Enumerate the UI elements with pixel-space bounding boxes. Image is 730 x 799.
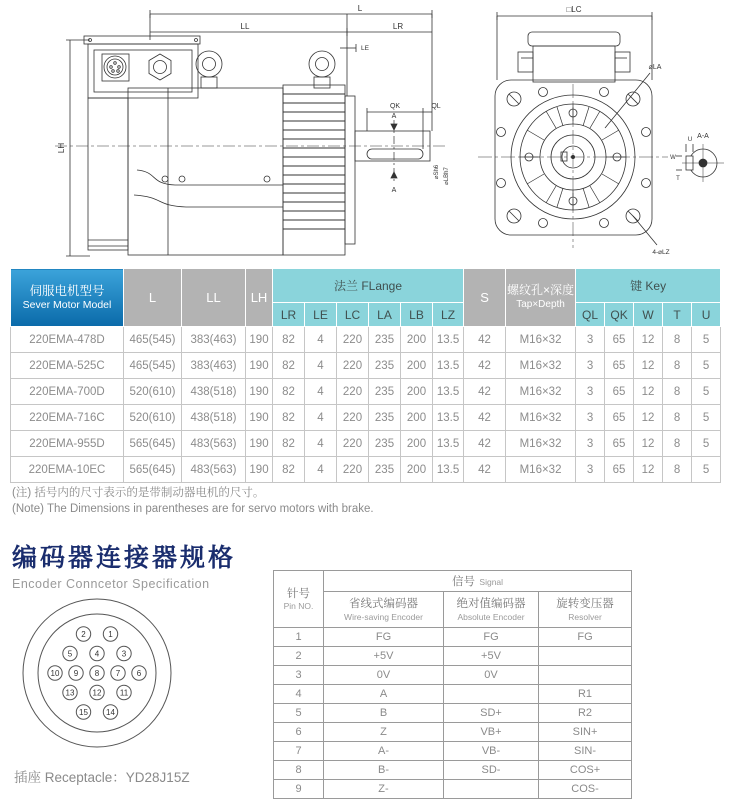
- header-t: T: [663, 303, 692, 327]
- section-arrow-label-bottom: A: [391, 187, 397, 194]
- spec-value-cell: 12: [634, 405, 663, 431]
- pin-signal-cell: [444, 685, 539, 704]
- dim-label-lc: □LC: [566, 5, 582, 14]
- spec-value-cell: 200: [401, 405, 433, 431]
- connector-pins: [48, 627, 146, 719]
- header-lc: LC: [337, 303, 369, 327]
- pin-row: [274, 685, 632, 704]
- spec-value-cell: 42: [464, 327, 506, 353]
- connector-pin-number: 14: [106, 707, 115, 717]
- spec-value-cell: 42: [464, 379, 506, 405]
- pin-signal-cell: 0V: [324, 666, 444, 685]
- header-motor-model-en: Sever Motor Model: [22, 299, 112, 312]
- spec-value-cell: 42: [464, 457, 506, 483]
- spec-value-cell: 383(463): [182, 327, 246, 353]
- header-flange-group: 法兰 FLange: [273, 269, 464, 303]
- pin-row: [274, 723, 632, 742]
- header-key-group: 键 Key: [576, 269, 721, 303]
- motor-model-cell: 220EMA-716C: [11, 405, 124, 431]
- pin-row: [274, 704, 632, 723]
- dim-label-le: LE: [361, 45, 369, 52]
- pin-signal-cell: SIN+: [539, 723, 632, 742]
- pin-signal-cell: R1: [539, 685, 632, 704]
- pin-signal-cell: SD+: [444, 704, 539, 723]
- spec-value-cell: 465(545): [124, 353, 182, 379]
- connector-pin-number: 3: [121, 649, 127, 659]
- spec-value-cell: 220: [337, 405, 369, 431]
- connector-pin-number: 13: [65, 688, 75, 698]
- spec-row: [11, 405, 721, 431]
- header-signal-group: [324, 571, 632, 592]
- header-wire-saving-en: Wire-saving Encoder: [344, 611, 423, 622]
- spec-value-cell: 13.5: [433, 353, 464, 379]
- spec-value-cell: 82: [273, 457, 305, 483]
- connector-pin-number: 10: [50, 668, 60, 678]
- motor-model-cell: 220EMA-700D: [11, 379, 124, 405]
- header-u: U: [692, 303, 721, 327]
- spec-value-cell: 12: [634, 431, 663, 457]
- spec-value-cell: 8: [663, 431, 692, 457]
- pin-number-cell: 5: [274, 704, 324, 723]
- pin-table-body: [274, 628, 632, 799]
- spec-value-cell: 13.5: [433, 405, 464, 431]
- pin-number-cell: 7: [274, 742, 324, 761]
- header-lh: LH: [246, 269, 273, 327]
- header-resolver-en: Resolver: [568, 611, 602, 622]
- spec-row: [11, 353, 721, 379]
- spec-value-cell: 4: [305, 379, 337, 405]
- spec-value-cell: 465(545): [124, 327, 182, 353]
- spec-value-cell: 13.5: [433, 457, 464, 483]
- spec-row: [11, 431, 721, 457]
- servo-motor-spec-table: [10, 268, 721, 483]
- spec-value-cell: M16×32: [506, 405, 576, 431]
- pin-signal-cell: SD-: [444, 761, 539, 780]
- spec-value-cell: 8: [663, 327, 692, 353]
- spec-value-cell: 190: [246, 379, 273, 405]
- encoder-section-title: [12, 538, 236, 591]
- spec-value-cell: 4: [305, 457, 337, 483]
- pin-number-cell: 3: [274, 666, 324, 685]
- header-ll: LL: [182, 269, 246, 327]
- pin-number-cell: 4: [274, 685, 324, 704]
- pin-row: [274, 628, 632, 647]
- pin-signal-cell: [539, 666, 632, 685]
- spec-value-cell: 220: [337, 353, 369, 379]
- note-en: (Note) The Dimensions in parentheses are for servo motors with brake.: [12, 502, 374, 515]
- dim-label-qk: QK: [389, 103, 401, 110]
- header-pin-no-cn: 针号: [287, 587, 310, 600]
- spec-value-cell: 190: [246, 353, 273, 379]
- spec-value-cell: 5: [692, 353, 721, 379]
- header-l: L: [124, 269, 182, 327]
- connector-pin-number: 4: [94, 649, 100, 659]
- note-cn: (注) 括号内的尺寸表示的是带制动器电机的尺寸。: [12, 487, 265, 499]
- spec-value-cell: 190: [246, 405, 273, 431]
- pin-signal-cell: VB-: [444, 742, 539, 761]
- dim-label-shaft-dia: ⌀Sh6: [434, 164, 440, 180]
- connector-pin-number: 2: [81, 629, 86, 639]
- spec-value-cell: 235: [369, 327, 401, 353]
- motor-model-cell: 220EMA-478D: [11, 327, 124, 353]
- spec-value-cell: 565(645): [124, 431, 182, 457]
- connector-pin-number: 12: [92, 688, 102, 698]
- pin-signal-cell: A-: [324, 742, 444, 761]
- spec-value-cell: 42: [464, 431, 506, 457]
- spec-value-cell: 8: [663, 353, 692, 379]
- spec-table-body: [11, 327, 721, 483]
- spec-value-cell: 520(610): [124, 405, 182, 431]
- dim-label-w: W: [670, 155, 676, 161]
- pin-signal-cell: Z-: [324, 780, 444, 799]
- pin-number-cell: 2: [274, 647, 324, 666]
- dim-label-l: L: [357, 4, 363, 13]
- spec-value-cell: 200: [401, 457, 433, 483]
- connector-pin-number: 6: [136, 668, 142, 678]
- pin-signal-cell: [539, 647, 632, 666]
- spec-value-cell: 4: [305, 353, 337, 379]
- spec-value-cell: 42: [464, 405, 506, 431]
- pin-signal-cell: B-: [324, 761, 444, 780]
- spec-value-cell: 12: [634, 353, 663, 379]
- header-tap-depth: [506, 269, 576, 327]
- spec-value-cell: 82: [273, 405, 305, 431]
- pin-signal-cell: FG: [324, 628, 444, 647]
- section-arrow-label-top: A: [391, 113, 397, 120]
- header-s: S: [464, 269, 506, 327]
- connector-pinout-diagram: [15, 592, 185, 754]
- spec-value-cell: M16×32: [506, 353, 576, 379]
- spec-value-cell: 483(563): [182, 431, 246, 457]
- pin-number-cell: 8: [274, 761, 324, 780]
- header-la: LA: [369, 303, 401, 327]
- spec-value-cell: 3: [576, 353, 605, 379]
- front-view-labels: [566, 5, 709, 256]
- header-signal-cn: 信号: [451, 576, 475, 588]
- header-absolute-en: Absolute Encoder: [457, 611, 525, 622]
- spec-value-cell: 4: [305, 431, 337, 457]
- header-absolute-encoder: [444, 592, 539, 628]
- spec-value-cell: 383(463): [182, 353, 246, 379]
- pin-signal-cell: SIN-: [539, 742, 632, 761]
- section-detail-label: A-A: [697, 133, 709, 140]
- pin-number-cell: 9: [274, 780, 324, 799]
- pin-signal-cell: [444, 780, 539, 799]
- pin-number-cell: 6: [274, 723, 324, 742]
- front-view-drawing: [478, 12, 724, 248]
- dim-label-lr: LR: [392, 22, 404, 31]
- connector-pin-number: 1: [108, 629, 113, 639]
- pin-signal-cell: Z: [324, 723, 444, 742]
- spec-value-cell: 65: [605, 379, 634, 405]
- spec-value-cell: 220: [337, 431, 369, 457]
- pin-signal-cell: FG: [444, 628, 539, 647]
- header-tap-depth-en: Tap×Depth: [516, 299, 565, 311]
- spec-value-cell: 12: [634, 379, 663, 405]
- spec-value-cell: 13.5: [433, 327, 464, 353]
- dim-label-t: T: [676, 176, 680, 182]
- pin-signal-cell: A: [324, 685, 444, 704]
- spec-value-cell: 220: [337, 457, 369, 483]
- pin-signal-cell: COS-: [539, 780, 632, 799]
- header-lr: LR: [273, 303, 305, 327]
- spec-value-cell: M16×32: [506, 457, 576, 483]
- pin-row: [274, 780, 632, 799]
- dim-label-u: U: [687, 137, 693, 143]
- spec-row: [11, 457, 721, 483]
- encoder-title-cn: 编码器连接器规格: [12, 544, 237, 572]
- header-le: LE: [305, 303, 337, 327]
- spec-value-cell: 65: [605, 457, 634, 483]
- dim-label-ll: LL: [240, 22, 250, 31]
- spec-value-cell: 82: [273, 431, 305, 457]
- dim-label-lh: LH: [57, 142, 66, 154]
- spec-value-cell: 5: [692, 379, 721, 405]
- spec-value-cell: 3: [576, 457, 605, 483]
- header-ql: QL: [576, 303, 605, 327]
- spec-value-cell: 5: [692, 327, 721, 353]
- header-resolver: [539, 592, 632, 628]
- side-view-labels: [57, 4, 450, 194]
- connector-pin-number: 8: [94, 668, 100, 678]
- header-pin-no-en: Pin NO.: [283, 601, 314, 612]
- pin-row: [274, 742, 632, 761]
- pin-signal-cell: +5V: [324, 647, 444, 666]
- spec-value-cell: 82: [273, 353, 305, 379]
- spec-value-cell: 190: [246, 327, 273, 353]
- pin-signal-cell: R2: [539, 704, 632, 723]
- spec-value-cell: 200: [401, 327, 433, 353]
- spec-value-cell: 8: [663, 405, 692, 431]
- spec-value-cell: 4: [305, 327, 337, 353]
- pin-number-cell: 1: [274, 628, 324, 647]
- pin-signal-cell: VB+: [444, 723, 539, 742]
- spec-value-cell: 3: [576, 431, 605, 457]
- spec-value-cell: 200: [401, 379, 433, 405]
- spec-value-cell: 190: [246, 431, 273, 457]
- spec-row: [11, 379, 721, 405]
- connector-pin-number: 5: [67, 649, 73, 659]
- spec-value-cell: 235: [369, 379, 401, 405]
- header-pin-no: [274, 571, 324, 628]
- spec-value-cell: 5: [692, 405, 721, 431]
- spec-value-cell: 200: [401, 353, 433, 379]
- connector-pin-number: 15: [79, 707, 88, 717]
- header-w: W: [634, 303, 663, 327]
- header-absolute-cn: 绝对值编码器: [456, 598, 526, 611]
- spec-value-cell: 483(563): [182, 457, 246, 483]
- header-qk: QK: [605, 303, 634, 327]
- spec-value-cell: 13.5: [433, 379, 464, 405]
- header-wire-saving-encoder: [324, 592, 444, 628]
- spec-value-cell: M16×32: [506, 379, 576, 405]
- spec-value-cell: 12: [634, 327, 663, 353]
- dim-label-ql: QL: [431, 103, 441, 110]
- connector-pin-number: 7: [115, 668, 121, 678]
- spec-value-cell: 235: [369, 353, 401, 379]
- pin-signal-table: [273, 570, 632, 799]
- spec-value-cell: 190: [246, 457, 273, 483]
- pin-signal-cell: FG: [539, 628, 632, 647]
- spec-value-cell: 65: [605, 353, 634, 379]
- spec-value-cell: 235: [369, 457, 401, 483]
- pin-signal-cell: B: [324, 704, 444, 723]
- spec-value-cell: M16×32: [506, 431, 576, 457]
- spec-value-cell: 520(610): [124, 379, 182, 405]
- spec-row: [11, 327, 721, 353]
- header-wire-saving-cn: 省线式编码器: [349, 598, 418, 611]
- table-notes: [12, 486, 374, 517]
- motor-model-cell: 220EMA-955D: [11, 431, 124, 457]
- spec-value-cell: 5: [692, 431, 721, 457]
- dim-label-spigot-dia: ⌀LBh7: [444, 167, 450, 185]
- header-motor-model-cn: 伺服电机型号: [29, 283, 105, 298]
- connector-pin-number: 11: [119, 688, 129, 698]
- spec-value-cell: 12: [634, 457, 663, 483]
- encoder-title-en: Encoder Conncetor Specification: [12, 577, 210, 591]
- pin-row: [274, 647, 632, 666]
- pin-row: [274, 761, 632, 780]
- pin-signal-cell: COS+: [539, 761, 632, 780]
- spec-value-cell: 13.5: [433, 431, 464, 457]
- spec-value-cell: 438(518): [182, 379, 246, 405]
- spec-value-cell: 438(518): [182, 405, 246, 431]
- spec-value-cell: 3: [576, 327, 605, 353]
- header-resolver-cn: 旋转变压器: [556, 598, 614, 611]
- spec-value-cell: 235: [369, 431, 401, 457]
- spec-value-cell: 65: [605, 327, 634, 353]
- connector-pin-number: 9: [73, 668, 79, 678]
- spec-value-cell: 220: [337, 379, 369, 405]
- receptacle-caption: 插座 Receptacle：YD28J15Z: [14, 770, 190, 785]
- side-view-drawing: [55, 10, 445, 256]
- spec-value-cell: 220: [337, 327, 369, 353]
- spec-value-cell: 8: [663, 379, 692, 405]
- spec-value-cell: 200: [401, 431, 433, 457]
- pin-signal-cell: 0V: [444, 666, 539, 685]
- dim-label-lz: 4-⌀LZ: [652, 249, 670, 256]
- motor-model-cell: 220EMA-10EC: [11, 457, 124, 483]
- spec-value-cell: 3: [576, 405, 605, 431]
- motor-dimension-drawing: [0, 0, 730, 262]
- pin-signal-cell: +5V: [444, 647, 539, 666]
- spec-value-cell: 65: [605, 431, 634, 457]
- header-lz: LZ: [433, 303, 464, 327]
- motor-model-cell: 220EMA-525C: [11, 353, 124, 379]
- spec-value-cell: 8: [663, 457, 692, 483]
- spec-value-cell: M16×32: [506, 327, 576, 353]
- pin-row: [274, 666, 632, 685]
- spec-value-cell: 565(645): [124, 457, 182, 483]
- header-lb: LB: [401, 303, 433, 327]
- spec-value-cell: 235: [369, 405, 401, 431]
- spec-value-cell: 5: [692, 457, 721, 483]
- dim-label-la: ⌀LA: [648, 64, 662, 71]
- header-tap-depth-cn: 螺纹孔×深度: [507, 283, 575, 298]
- header-motor-model: [11, 269, 124, 327]
- header-signal-en: Signal: [479, 577, 504, 587]
- spec-value-cell: 4: [305, 405, 337, 431]
- spec-value-cell: 82: [273, 327, 305, 353]
- spec-value-cell: 3: [576, 379, 605, 405]
- spec-value-cell: 42: [464, 353, 506, 379]
- spec-value-cell: 82: [273, 379, 305, 405]
- spec-value-cell: 65: [605, 405, 634, 431]
